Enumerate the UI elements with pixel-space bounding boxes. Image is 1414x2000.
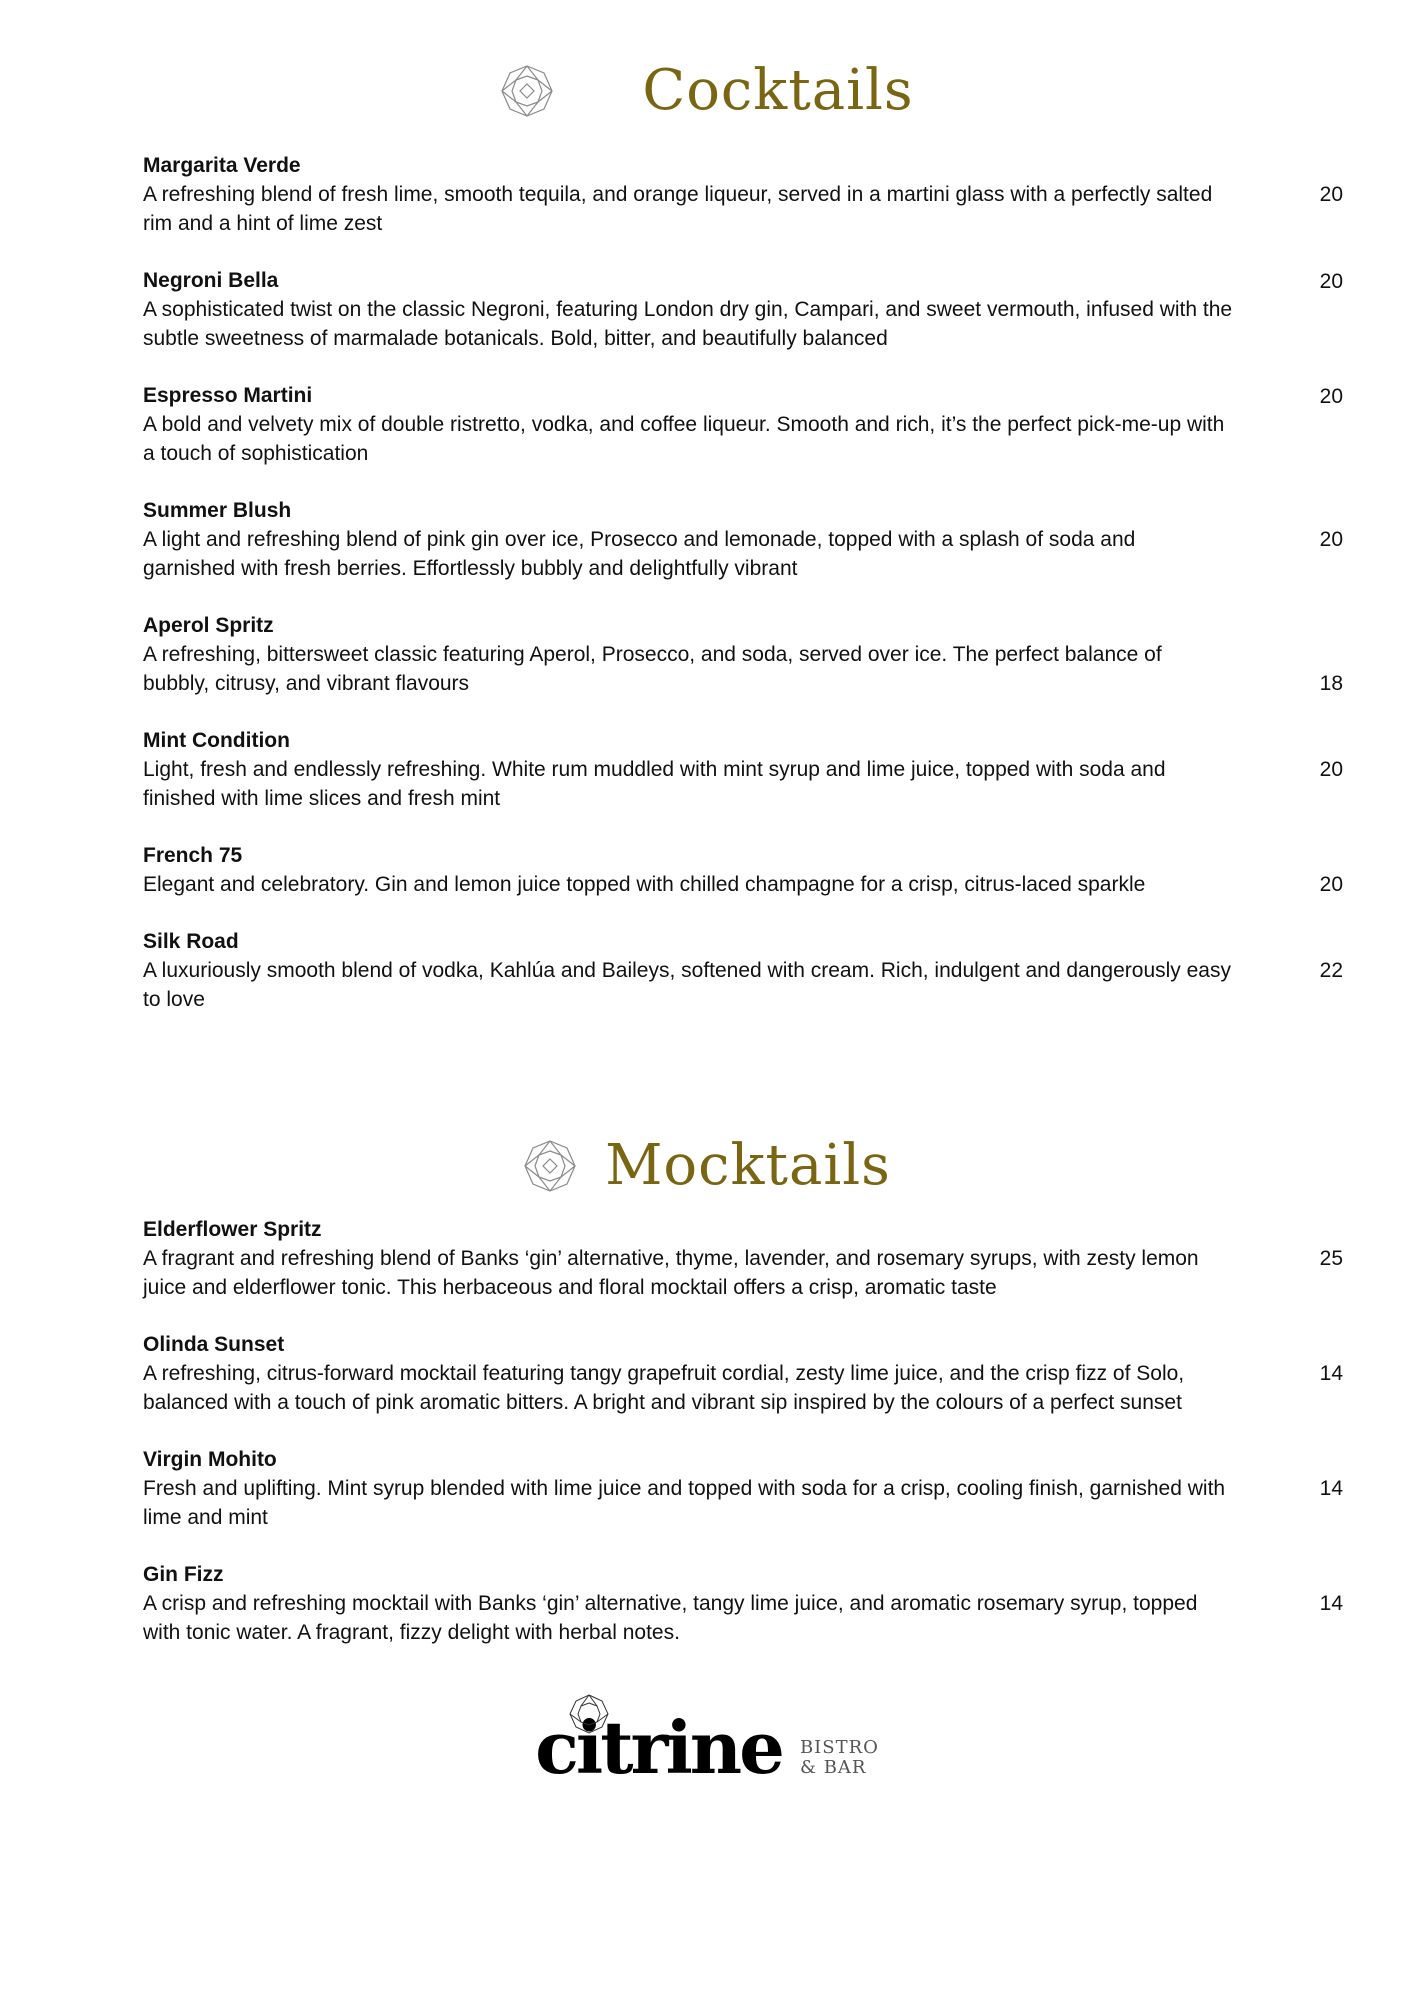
item-name: Gin Fizz [143, 1563, 224, 1586]
item-price: 20 [1319, 758, 1343, 781]
item-name: Margarita Verde [143, 154, 301, 177]
item-name: Negroni Bella [143, 269, 279, 292]
item-name: Mint Condition [143, 729, 290, 752]
logo-word-text: citrine [535, 1705, 782, 1790]
logo-sub-line2: & BAR [799, 1757, 867, 1778]
item-description: A fragrant and refreshing blend of Banks ‘gin’ alternative, thyme, lavender, and rosemary syrups, with zesty lemon juice and elderflower tonic. This herbaceous and floral mocktail offers a crisp, aromatic taste [143, 1247, 1199, 1299]
item-description: Light, fresh and endlessly refreshing. White rum muddled with mint syrup and lime juice, topped with soda and finished with lime slices and fresh mint [143, 758, 1166, 810]
gem-icon [500, 64, 554, 118]
item-name: Summer Blush [143, 499, 292, 522]
menu-item [143, 928, 1343, 1014]
item-name: Silk Road [143, 930, 239, 953]
item-price: 20 [1319, 270, 1343, 293]
item-name: Espresso Martini [143, 384, 313, 407]
item-description: A refreshing, citrus-forward mocktail featuring tangy grapefruit cordial, zesty lime juice, and the crisp fizz of Solo, balanced with a touch of pink aromatic bitters. A bright and vibrant sip inspired by the colours of a perfect sunset [143, 1362, 1185, 1414]
cocktails-header [0, 58, 1414, 123]
item-name: Aperol Spritz [143, 614, 274, 637]
item-description: A luxuriously smooth blend of vodka, Kahlúa and Baileys, softened with cream. Rich, indulgent and dangerously easy to love [143, 959, 1231, 1011]
item-description: A light and refreshing blend of pink gin over ice, Prosecco and lemonade, topped with a splash of soda and garnished with fresh berries. Effortlessly bubbly and delightfully vibrant [143, 528, 1136, 580]
cocktails-list [143, 152, 1343, 1043]
mocktails-list [143, 1216, 1343, 1676]
item-name: Elderflower Spritz [143, 1218, 322, 1241]
menu-item [143, 267, 1343, 353]
menu-item [143, 1446, 1343, 1532]
menu-item [143, 497, 1343, 583]
menu-item [143, 1561, 1343, 1647]
item-price: 20 [1319, 183, 1343, 206]
item-price: 22 [1319, 959, 1343, 982]
menu-item [143, 1216, 1343, 1302]
logo-wordmark [535, 1705, 782, 1790]
item-description: A sophisticated twist on the classic Negroni, featuring London dry gin, Campari, and sweet vermouth, infused with the subtle sweetness of marmalade botanicals. Bold, bitter, and beautifully balanced [143, 298, 1233, 350]
item-description: A crisp and refreshing mocktail with Banks ‘gin’ alternative, tangy lime juice, and aromatic rosemary syrup, topped with tonic water. A fragrant, fizzy delight with herbal notes. [143, 1592, 1198, 1644]
item-name: Virgin Mohito [143, 1448, 277, 1471]
item-description: A bold and velvety mix of double ristretto, vodka, and coffee liqueur. Smooth and rich, it’s the perfect pick-me-up with a touch of sophistication [143, 413, 1225, 465]
item-name: French 75 [143, 844, 243, 867]
menu-item [143, 382, 1343, 468]
menu-item [143, 727, 1343, 813]
item-description: Fresh and uplifting. Mint syrup blended with lime juice and topped with soda for a crisp, cooling finish, garnished with lime and mint [143, 1477, 1226, 1529]
item-description: A refreshing blend of fresh lime, smooth tequila, and orange liqueur, served in a martini glass with a perfectly salted rim and a hint of lime zest [143, 183, 1213, 235]
mocktails-title: Mocktails [605, 1133, 891, 1198]
item-price: 20 [1319, 385, 1343, 408]
gem-icon [523, 1139, 577, 1193]
brand-logo [0, 1705, 1414, 1790]
menu-item [143, 612, 1343, 698]
item-price: 14 [1319, 1477, 1343, 1500]
item-description: Elegant and celebratory. Gin and lemon juice topped with chilled champagne for a crisp, citrus-laced sparkle [143, 873, 1146, 896]
item-price: 25 [1319, 1247, 1343, 1270]
item-price: 20 [1319, 873, 1343, 896]
mocktails-header [0, 1133, 1414, 1198]
item-name: Olinda Sunset [143, 1333, 285, 1356]
logo-gem-icon [569, 1694, 609, 1734]
logo-subtitle [800, 1738, 879, 1778]
item-price: 14 [1319, 1592, 1343, 1615]
menu-item [143, 1331, 1343, 1417]
cocktails-title: Cocktails [642, 58, 914, 123]
item-price: 14 [1319, 1362, 1343, 1385]
item-price: 18 [1319, 672, 1343, 695]
menu-item [143, 842, 1343, 899]
menu-item [143, 152, 1343, 238]
item-description: A refreshing, bittersweet classic featuring Aperol, Prosecco, and soda, served over ice. The perfect balance of bubbly, citrusy, and vibrant flavours [143, 643, 1162, 695]
item-price: 20 [1319, 528, 1343, 551]
logo-sub-line1: BISTRO [799, 1737, 879, 1758]
